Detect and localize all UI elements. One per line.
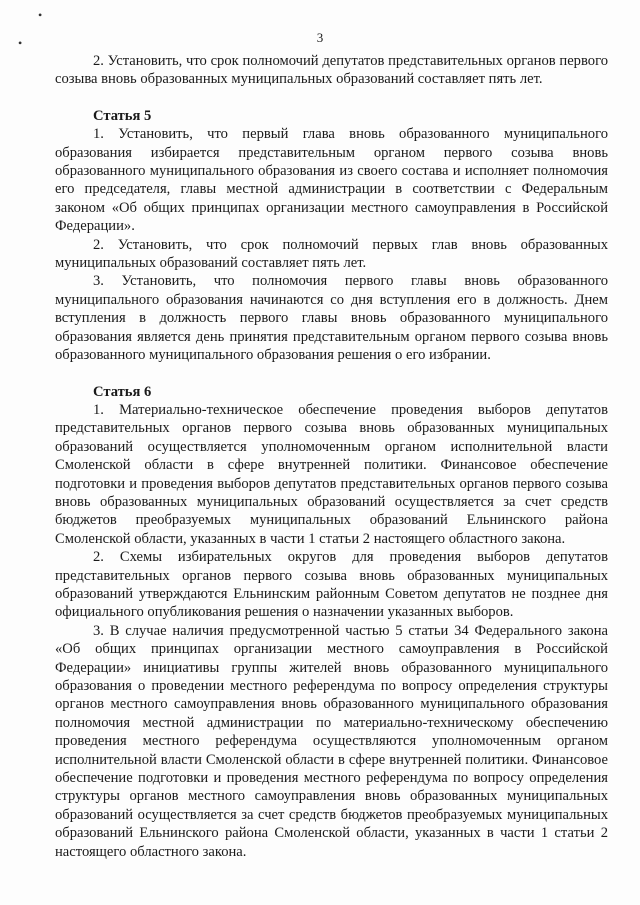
paragraph: 1. Установить, что первый глава вновь образованного муниципального образования избирается представительным органом первого созыва вновь образованного муниципального образования из своего состава и исполняет полномочия его председателя, главы местной администрации в соответствии с Федеральным законом «Об общих принципах организации местного самоуправления в Российской Федерации». xyxy=(55,126,608,235)
scan-mark: • xyxy=(18,36,23,50)
article-heading: Статья 6 xyxy=(93,383,152,400)
paragraph: 3. Установить, что полномочия первого главы вновь образованного муниципального образования начинаются со дня вступления его в должность. Днем вступления в должность первого главы вновь образованного муниципального образования является день принятия представительным органом первого созыва вновь образованного муниципального образования решения о его избрании. xyxy=(55,273,608,364)
article-heading: Статья 5 xyxy=(93,107,152,124)
paragraph: 3. В случае наличия предусмотренной частью 5 статьи 34 Федерального закона «Об общих принципах организации местного самоуправления в Российской Федерации» инициативы группы жителей вновь образованного муниципального образования о проведении местного референдума по вопросу определения структуры органов местного самоуправления вновь образованного муниципального образования полномочия местной администрации по материально-техническому обеспечению проведения местного референдума осуществляются уполномоченным органом исполнительной власти Смоленской области в сфере внутренней политики. Финансовое обеспечение подготовки и проведения местного референдума по вопросу определения структуры органов местного самоуправления вновь образованных муниципальных образований осуществляется за счет средств бюджетов преобразуемых муниципальных образований Ельнинского района Смоленской области, указанных в части 1 статьи 2 настоящего областного закона. xyxy=(55,622,608,860)
paragraph: 2. Схемы избирательных округов для проведения выборов депутатов представительных органов первого созыва вновь образованных муниципальных образований утверждаются Ельнинским районным Советом депутатов не позднее дня официального опубликования решения о назначении указанных выборов. xyxy=(55,549,608,621)
document-body xyxy=(55,52,608,861)
paragraph: 2. Установить, что срок полномочий депутатов представительных органов первого созыва вновь образованных муниципальных образований составляет пять лет. xyxy=(55,53,608,88)
paragraph: 1. Материально-техническое обеспечение проведения выборов депутатов представительных органов первого созыва вновь образованных муниципальных образований осуществляется уполномоченным органом исполнительной власти Смоленской области в сфере внутренней политики. Финансовое обеспечение подготовки и проведения выборов депутатов представительных органов первого созыва вновь образованных муниципальных образований осуществляется за счет средств бюджетов преобразуемых муниципальных образований Ельнинского района Смоленской области, указанных в части 1 статьи 2 настоящего областного закона. xyxy=(55,401,608,547)
page-number: 3 xyxy=(316,30,324,45)
paragraph: 2. Установить, что срок полномочий первых глав вновь образованных муниципальных образований составляет пять лет. xyxy=(55,236,608,272)
scan-mark: • xyxy=(38,8,43,22)
